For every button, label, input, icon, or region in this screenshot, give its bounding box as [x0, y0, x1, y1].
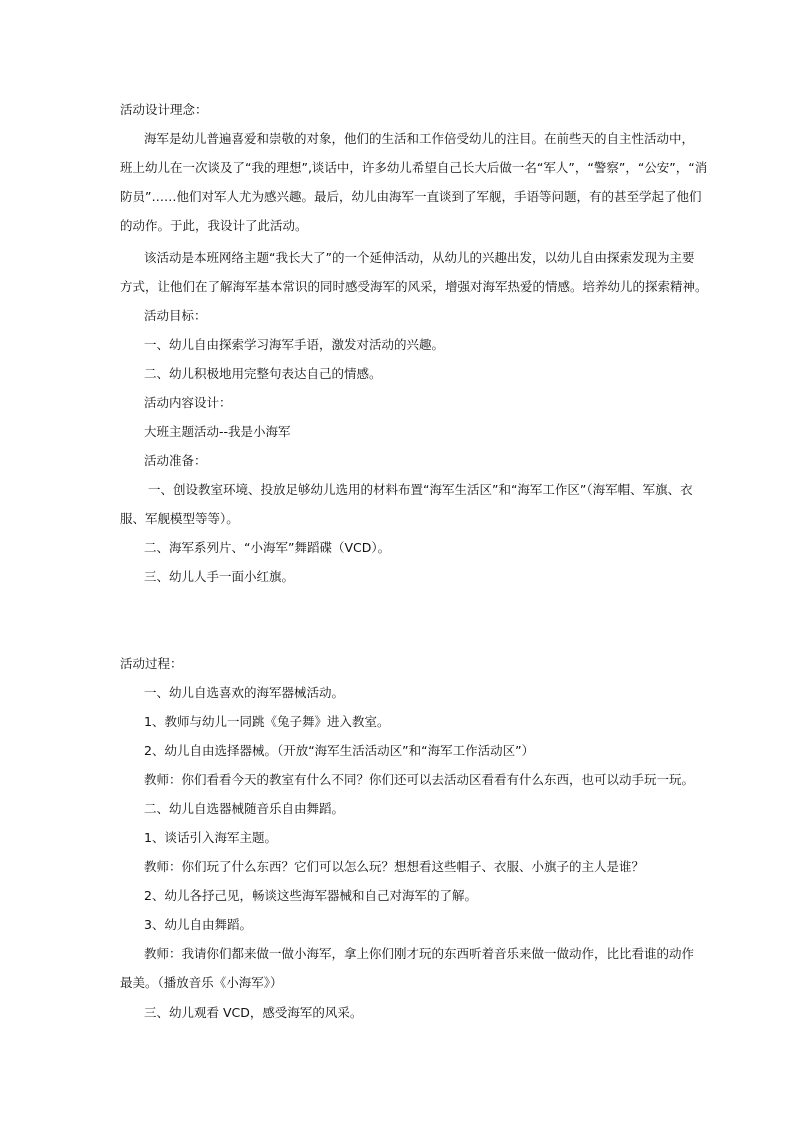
- process-step: 三、幼儿观看 VCD，感受海军的风采。: [144, 1005, 363, 1020]
- section-heading-goals: 活动目标：: [144, 308, 207, 323]
- paragraph-line: 班上幼儿在一次谈及了“我的理想”,谈话中，许多幼儿希望自己长大后做一名“军人”，“警察”，“公安”，“消: [120, 160, 708, 175]
- section-heading-content: 活动内容设计：: [144, 395, 232, 410]
- prep-item: 二、海军系列片、“小海军”舞蹈碟（VCD）。: [144, 540, 391, 555]
- paragraph-line: 海军是幼儿普遍喜爱和崇敬的对象，他们的生活和工作倍受幼儿的注目。在前些天的自主性活动中，: [144, 131, 695, 146]
- section-heading-prep: 活动准备：: [144, 453, 207, 468]
- paragraph-line: 方式，让他们在了解海军基本常识的同时感受海军的风采，增强对海军热爱的情感。培养幼儿的探索精神。: [120, 279, 708, 294]
- process-substep: 3、幼儿自由舞蹈。: [144, 917, 252, 932]
- goal-item: 一、幼儿自由探索学习海军手语，激发对活动的兴趣。: [144, 337, 445, 352]
- goal-item: 二、幼儿积极地用完整句表达自己的情感。: [144, 366, 382, 381]
- teacher-line: 教师：我请你们都来做一做小海军，拿上你们刚才玩的东西听着音乐来做一做动作，比比看谁的动作: [144, 946, 695, 961]
- content-item: 大班主题活动--我是小海军: [144, 424, 291, 439]
- prep-item: 三、幼儿人手一面小红旗。: [144, 569, 295, 584]
- process-substep: 2、幼儿自由选择器械。（开放“海军生活活动区”和“海军工作活动区”）: [144, 743, 535, 758]
- section-heading-process: 活动过程：: [120, 656, 183, 671]
- process-step: 二、幼儿自选器械随音乐自由舞蹈。: [144, 801, 345, 816]
- process-substep: 1、教师与幼儿一同跳《兔子舞》进入教室。: [144, 714, 390, 729]
- teacher-line-cont: 最美。（播放音乐《小海军》）: [120, 975, 283, 990]
- teacher-line: 教师：你们玩了什么东西？它们可以怎么玩？想想看这些帽子、衣服、小旗子的主人是谁？: [144, 859, 645, 874]
- section-heading-design: 活动设计理念：: [120, 102, 208, 117]
- paragraph-line: 该活动是本班网络主题“我长大了”的一个延伸活动，从幼儿的兴趣出发，以幼儿自由探索发现为主要: [144, 250, 695, 265]
- process-substep: 2、幼儿各抒己见，畅谈这些海军器械和自己对海军的了解。: [144, 888, 477, 903]
- process-step: 一、幼儿自选喜欢的海军器械活动。: [144, 685, 345, 700]
- process-substep: 1、谈话引入海军主题。: [144, 830, 277, 845]
- teacher-line: 教师：你们看看今天的教室有什么不同？你们还可以去活动区看看有什么东西，也可以动手玩一玩。: [144, 772, 695, 787]
- prep-item: 一、创设教室环境、投放足够幼儿选用的材料布置“海军生活区”和“海军工作区”（海军帽、军旗、衣: [148, 482, 693, 497]
- paragraph-line: 的动作。于此，我设计了此活动。: [120, 218, 308, 233]
- prep-item-cont: 服、军舰模型等等）。: [120, 511, 239, 526]
- paragraph-line: 防员”……他们对军人尤为感兴趣。最后，幼儿由海军一直谈到了军舰，手语等问题，有的甚至学起了他们: [120, 189, 702, 204]
